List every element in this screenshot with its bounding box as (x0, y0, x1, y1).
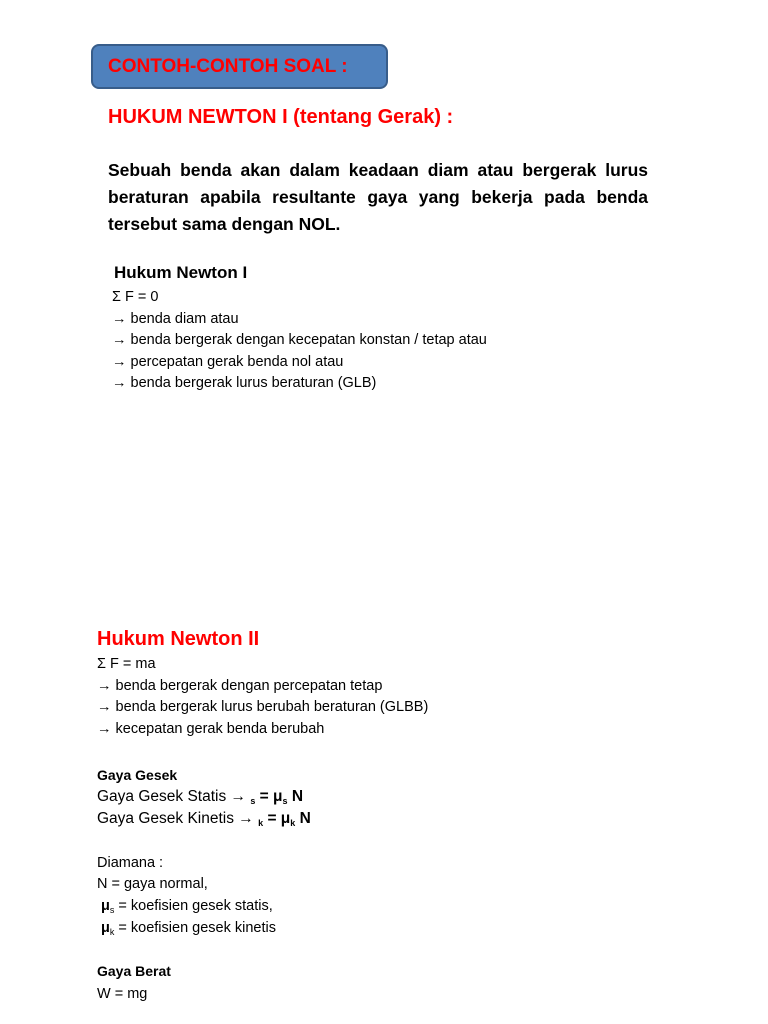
newton1-list (112, 287, 487, 395)
list-item: Σ F = ma (97, 656, 156, 672)
kinetic-friction-tail: N (299, 810, 311, 827)
list-item: → benda diam atau (112, 310, 239, 327)
where-normal: N = gaya normal, (97, 876, 208, 892)
list-item: → benda bergerak lurus beraturan (GLB) (112, 375, 377, 391)
list-item: → percepatan gerak benda nol atau (112, 353, 344, 370)
banner-title: CONTOH-CONTOH SOAL : (108, 56, 348, 77)
list-item: → kecepatan gerak benda berubah (97, 720, 325, 737)
kinetic-friction-line (97, 808, 311, 830)
kinetic-friction-label: Gaya Gesek Kinetis → (97, 810, 254, 827)
newton2-list (97, 654, 428, 740)
static-friction-tail: N (291, 788, 304, 805)
where-title: Diamana : (97, 855, 164, 871)
where-mu-s (101, 895, 273, 917)
mu-k-text: = koefisien gesek kinetis (118, 920, 276, 936)
static-friction-label: Gaya Gesek Statis → (97, 788, 247, 805)
kinetic-mu-sub: k (290, 818, 296, 828)
list-item: Σ F = 0 (112, 289, 159, 305)
weight-title: Gaya Berat (97, 963, 171, 979)
where-mu-k (101, 917, 276, 939)
static-friction-sub: s (250, 796, 256, 806)
list-item: → benda bergerak dengan kecepatan konstan / tetap atau (112, 332, 487, 348)
section-banner (91, 44, 388, 89)
list-item: → benda bergerak dengan percepatan tetap (97, 677, 383, 694)
kinetic-friction-sub: k (258, 818, 264, 828)
newton2-heading: Hukum Newton II (97, 628, 260, 650)
weight-formula: W = mg (97, 986, 148, 1002)
mu-k-sub: k (109, 927, 115, 937)
newton1-subheading: Hukum Newton I (114, 263, 248, 282)
mu-s-text: = koefisien gesek statis, (118, 898, 273, 914)
list-item: → benda bergerak lurus berubah beraturan (GLBB) (97, 699, 429, 715)
kinetic-friction-eq: = μ (267, 810, 291, 827)
mu-s-symbol: μ (101, 898, 110, 914)
friction-title: Gaya Gesek (97, 767, 178, 783)
mu-s-sub: s (109, 905, 115, 915)
newton1-heading: HUKUM NEWTON I (tentang Gerak) : (108, 106, 454, 128)
newton1-paragraph: Sebuah benda akan dalam keadaan diam atau bergerak lurus beraturan apabila resultante gaya yang bekerja pada benda tersebut sama dengan NOL. (108, 160, 648, 234)
static-friction-eq: = μ (259, 788, 283, 805)
mu-k-symbol: μ (101, 920, 110, 936)
static-mu-sub: s (282, 796, 288, 806)
static-friction-line (97, 786, 303, 808)
